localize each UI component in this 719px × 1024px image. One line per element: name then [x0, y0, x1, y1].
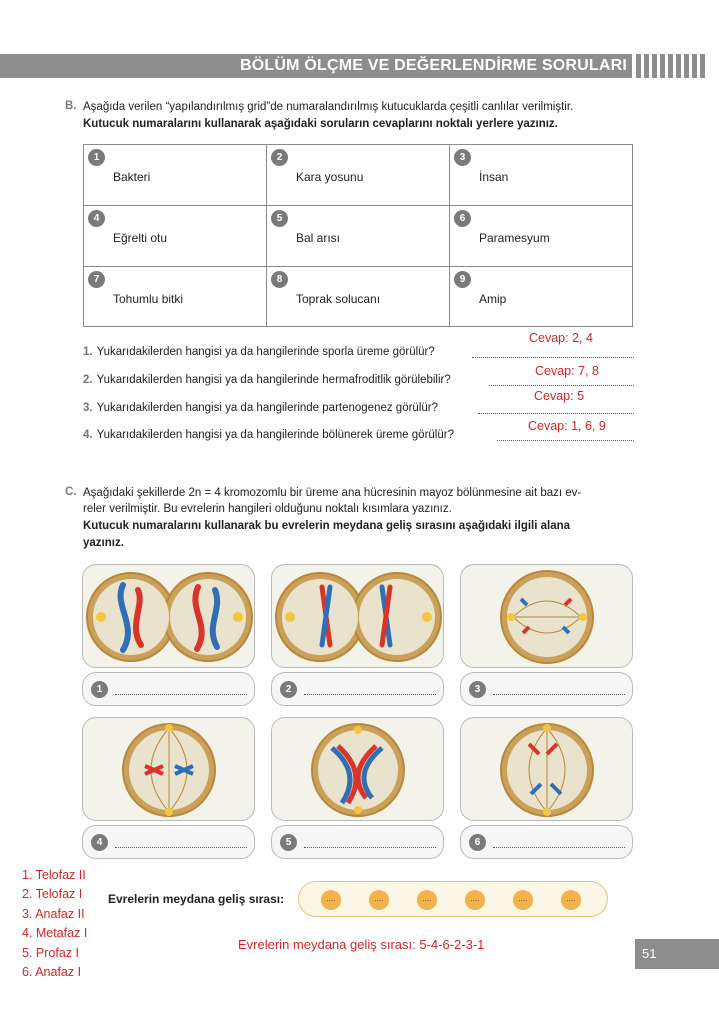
cell-figure-4 [82, 717, 255, 821]
cell-label: Paramesyum [479, 231, 550, 245]
cell-label: Tohumlu bitki [113, 292, 184, 306]
cell-figure-2 [271, 564, 444, 668]
grid-cell [450, 145, 632, 206]
page-number: 51 [635, 939, 719, 969]
cell-label: Toprak solucanı [296, 292, 381, 306]
cell-figure-6 [460, 717, 633, 821]
cell-number: 9 [454, 271, 471, 288]
grid-cell [450, 267, 632, 326]
cell-label: Amip [479, 292, 507, 306]
figure-label-1 [82, 672, 255, 706]
grid-cell [84, 206, 267, 267]
section-b-letter: B. [65, 100, 77, 112]
handwritten-order-answer: Evrelerin meydana geliş sırası: 5-4-6-2-3-1 [238, 937, 485, 952]
answer-2: Cevap: 7, 8 [535, 364, 599, 378]
order-answer-box [298, 881, 608, 917]
order-slot[interactable]: .... [513, 890, 533, 910]
cell-label: Kara yosunu [296, 170, 364, 184]
cell-number: 3 [454, 149, 471, 166]
cell-label: Eğrelti otu [113, 231, 168, 245]
order-slot[interactable]: .... [465, 890, 485, 910]
question-number: 3. [83, 402, 93, 414]
figure-answer-line[interactable] [304, 847, 436, 848]
question-text: Yukarıdakilerden hangisi ya da hangilerinde bölünerek üreme görülür? [96, 429, 454, 441]
figure-answer-line[interactable] [304, 694, 436, 695]
question-number: 2. [83, 374, 93, 386]
question-3 [83, 402, 438, 414]
section-c-intro-1: Aşağıdaki şekillerde 2n = 4 kromozomlu bir üreme ana hücresinin mayoz bölünmesine ait bazı ev- [83, 487, 582, 499]
order-slot[interactable]: .... [417, 890, 437, 910]
question-number: 1. [83, 346, 93, 358]
figure-answer-line[interactable] [493, 847, 625, 848]
figure-answer-line[interactable] [493, 694, 625, 695]
phase-item: 5. Profaz I [22, 945, 79, 960]
answer-3: Cevap: 5 [534, 389, 585, 403]
banner-stripes [636, 54, 705, 78]
figure-number: 3 [469, 681, 486, 698]
question-1 [83, 346, 435, 358]
handwritten-phase-list [22, 866, 87, 982]
banner-title: BÖLÜM ÖLÇME VE DEĞERLENDİRME SORULARI [240, 57, 627, 74]
grid-cell [267, 145, 450, 206]
answer-4: Cevap: 1, 6, 9 [528, 419, 606, 433]
answer-1: Cevap: 2, 4 [529, 331, 593, 345]
figure-number: 5 [280, 834, 297, 851]
cell-label: İnsan [479, 170, 509, 184]
question-4 [83, 429, 454, 441]
cell-figure-5 [271, 717, 444, 821]
phase-item: 1. Telofaz II [22, 868, 86, 882]
figure-number: 4 [91, 834, 108, 851]
phase-item: 2. Telofaz I [22, 887, 83, 902]
figure-answer-line[interactable] [115, 694, 247, 695]
figure-label-2 [271, 672, 444, 706]
question-text: Yukarıdakilerden hangisi ya da hangilerinde sporla üreme görülür? [96, 346, 435, 358]
cell-number: 4 [88, 210, 105, 227]
figure-label-5 [271, 825, 444, 859]
organism-grid [83, 144, 633, 327]
phase-item: 4. Metafaz I [22, 926, 88, 941]
grid-cell [84, 267, 267, 326]
cell-label: Bakteri [113, 170, 151, 184]
cell-number: 6 [454, 210, 471, 227]
question-2 [83, 374, 451, 386]
cell-number: 2 [271, 149, 288, 166]
cell-label: Bal arısı [296, 231, 341, 245]
grid-cell [267, 267, 450, 326]
figure-label-3 [460, 672, 633, 706]
section-c-instruction-2: yazınız. [83, 537, 124, 549]
section-c-instruction-1: Kutucuk numaralarını kullanarak bu evrelerin meydana geliş sırasını aşağıdaki ilgili alana [83, 520, 571, 532]
cell-number: 1 [88, 149, 105, 166]
answer-dotted-line[interactable] [478, 413, 634, 414]
section-b-intro: Aşağıda verilen “yapılandırılmış grid”de numaralandırılmış kutucuklarda çeşitli canlılar verilmiştir. [83, 101, 574, 113]
section-c-intro-2: reler verilmiştir. Bu evrelerin hangileri olduğunu noktalı kısımlara yazınız. [83, 503, 452, 515]
figure-label-4 [82, 825, 255, 859]
order-slot[interactable]: .... [369, 890, 389, 910]
question-text: Yukarıdakilerden hangisi ya da hangilerinde partenogenez görülür? [96, 402, 438, 414]
answer-dotted-line[interactable] [472, 357, 634, 358]
cell-number: 8 [271, 271, 288, 288]
cell-number: 7 [88, 271, 105, 288]
order-label: Evrelerin meydana geliş sırası: [108, 892, 285, 906]
figure-answer-line[interactable] [115, 847, 247, 848]
phase-item: 6. Anafaz I [22, 965, 82, 980]
cell-figure-3 [460, 564, 633, 668]
figure-number: 6 [469, 834, 486, 851]
figure-number: 1 [91, 681, 108, 698]
phase-item: 3. Anafaz II [22, 906, 85, 921]
section-c-letter: C. [65, 486, 77, 498]
cell-figure-1 [82, 564, 255, 668]
question-text: Yukarıdakilerden hangisi ya da hangilerinde hermafroditlik görülebilir? [96, 374, 451, 386]
question-number: 4. [83, 429, 93, 441]
order-slot[interactable]: .... [561, 890, 581, 910]
section-header-banner [0, 54, 719, 78]
section-b-instruction: Kutucuk numaralarını kullanarak aşağıdaki soruların cevaplarını noktalı yerlere yazınız. [83, 118, 558, 130]
answer-dotted-line[interactable] [489, 385, 634, 386]
answer-dotted-line[interactable] [497, 440, 634, 441]
order-slot[interactable]: .... [321, 890, 341, 910]
figure-label-6 [460, 825, 633, 859]
grid-cell [84, 145, 267, 206]
cell-number: 5 [271, 210, 288, 227]
grid-cell [267, 206, 450, 267]
figure-number: 2 [280, 681, 297, 698]
grid-cell [450, 206, 632, 267]
